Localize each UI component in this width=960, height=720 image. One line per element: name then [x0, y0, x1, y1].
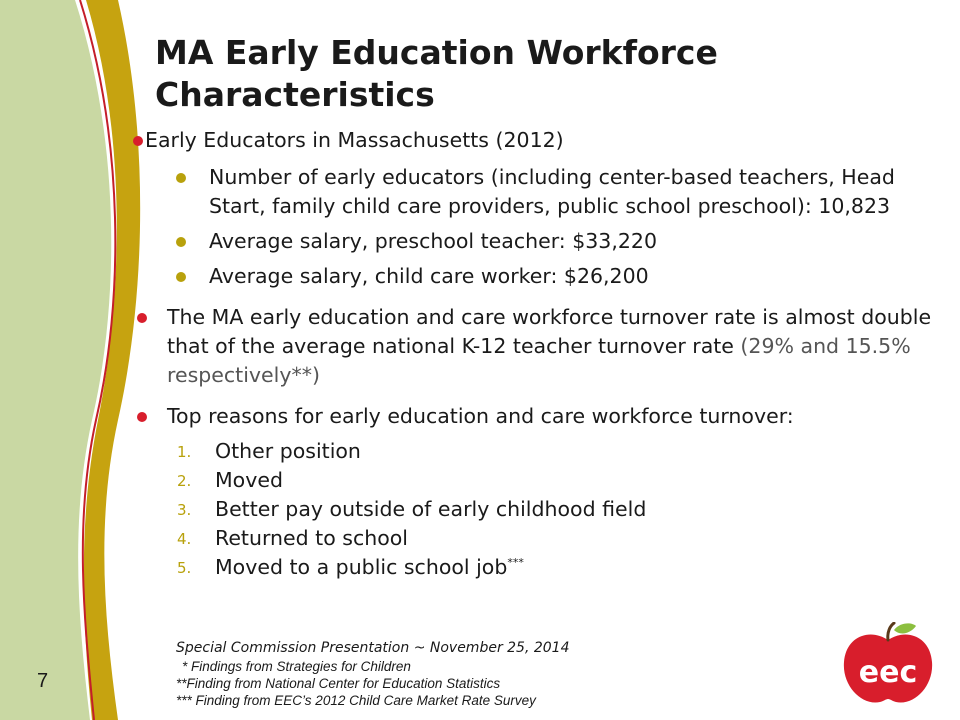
- footnote-3: *** Finding from EEC’s 2012 Child Care Market Rate Survey: [176, 693, 536, 708]
- eec-logo: [840, 622, 936, 708]
- item-text: Better pay outside of early childhood field: [215, 497, 647, 521]
- item-number: 2.: [177, 472, 192, 490]
- numbered-item: [133, 466, 933, 495]
- bullet-dot: [133, 136, 143, 146]
- item-number: 3.: [177, 501, 192, 519]
- bullet-text: The MA early education and care workforce turnover rate is almost double that of the average national K-12 teacher turnover rate: [167, 305, 932, 358]
- sub-bullet-item: [133, 227, 933, 256]
- logo-text: eec: [858, 655, 918, 690]
- bullet-text: Top reasons for early education and care workforce turnover:: [167, 404, 794, 428]
- slide-title: MA Early Education Workforce Characteristics: [155, 33, 718, 114]
- sub-bullet-dot: [176, 272, 186, 282]
- footnote-1: * Findings from Strategies for Children: [182, 659, 411, 674]
- bullet-item: [133, 303, 933, 390]
- numbered-item: [133, 495, 933, 524]
- numbered-item: [133, 437, 933, 466]
- numbered-item: [133, 524, 933, 553]
- bullet-dot: [137, 313, 147, 323]
- bullet-item: [133, 402, 933, 431]
- item-number: 5.: [177, 559, 192, 577]
- numbered-item: [133, 553, 933, 582]
- sub-bullet-dot: [176, 237, 186, 247]
- sub-bullet-text: Number of early educators (including center-based teachers, Head Start, family child care providers, public school preschool): 10,823: [209, 165, 895, 218]
- sub-bullet-text: Average salary, preschool teacher: $33,220: [209, 229, 657, 253]
- footer-presentation-line: Special Commission Presentation ~ November 25, 2014: [176, 640, 570, 656]
- item-text: Moved to a public school job: [215, 555, 508, 579]
- sub-bullet-item: [133, 163, 933, 221]
- sub-bullet-text: Average salary, child care worker: $26,200: [209, 264, 649, 288]
- sub-bullet-item: [133, 262, 933, 291]
- bullet-item: [133, 126, 933, 155]
- page-number: 7: [37, 670, 49, 692]
- bullet-text: Early Educators in Massachusetts (2012): [145, 128, 564, 152]
- sub-bullet-dot: [176, 173, 186, 183]
- item-number: 1.: [177, 443, 192, 461]
- footnote-marker: ***: [507, 556, 524, 570]
- footnote-2: **Finding from National Center for Education Statistics: [176, 676, 501, 691]
- bullet-dot: [137, 412, 147, 422]
- content-area: [133, 126, 933, 582]
- item-text: Moved: [215, 468, 283, 492]
- item-text: Returned to school: [215, 526, 408, 550]
- item-number: 4.: [177, 530, 192, 548]
- bullet-text-stat: (29% and 15.5% respectively**): [167, 334, 911, 387]
- item-text: Other position: [215, 439, 361, 463]
- footer-notes: [176, 638, 570, 709]
